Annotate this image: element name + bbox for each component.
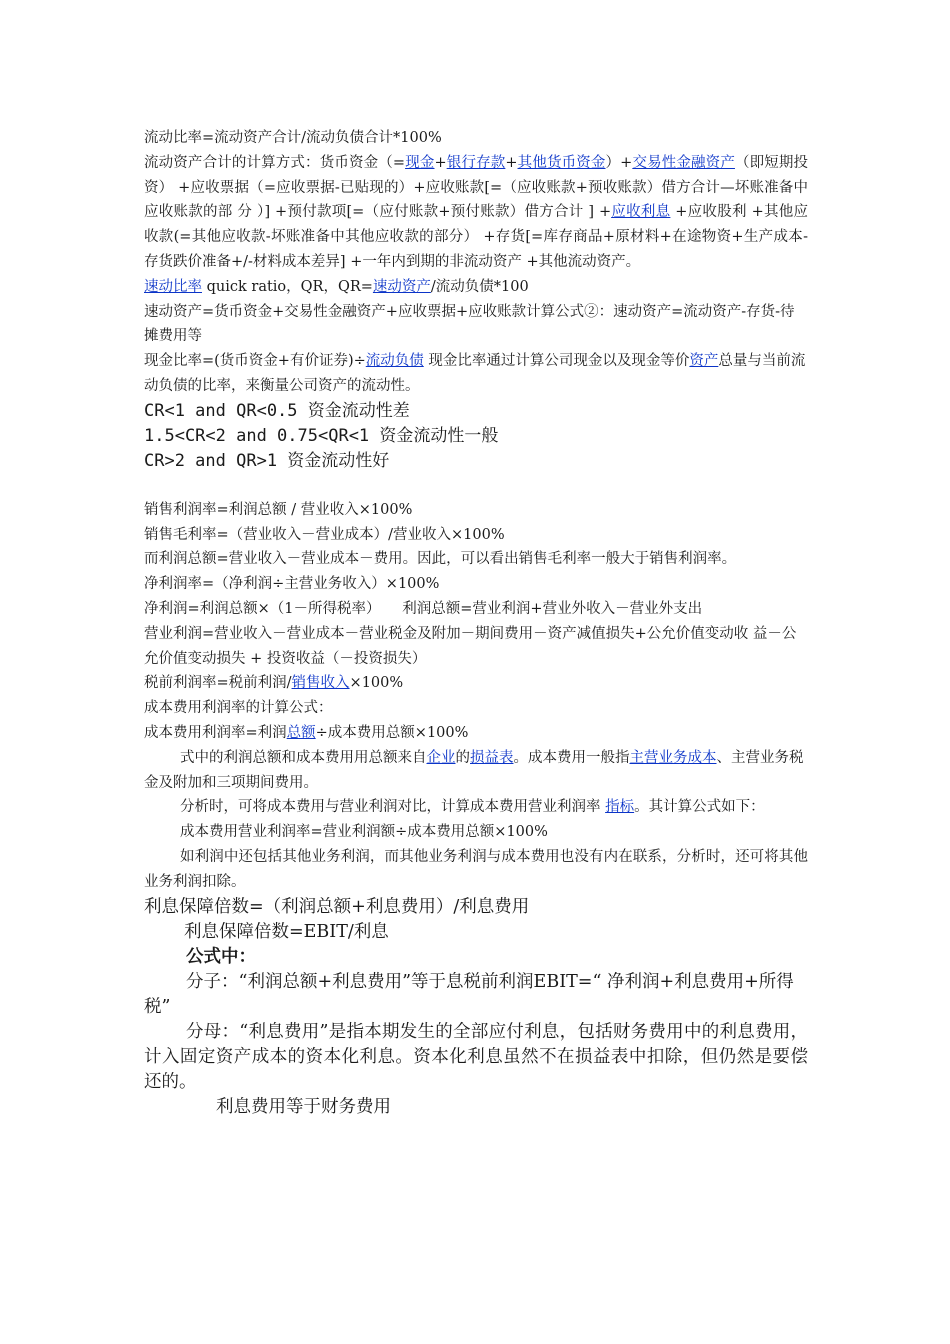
numerator-paragraph: 分子：“利润总额+利息费用”等于息税前利润EBIT=“ 净利润+利息费用+所得税”: [144, 971, 794, 1017]
link-enterprise[interactable]: 企业: [426, 749, 456, 766]
link-quick-assets[interactable]: 速动资产: [372, 278, 431, 295]
link-income-statement[interactable]: 损益表: [470, 749, 514, 766]
interest-coverage-ebit: 利息保障倍数=EBIT/利息: [184, 921, 389, 942]
interest-expense-note: 利息费用等于财务费用: [216, 1096, 391, 1117]
gross-margin-formula: 销售毛利率=（营业收入－营业成本）/营业收入×100%: [144, 526, 505, 543]
text-run: ×100%: [349, 675, 404, 692]
text-run: 。成本费用一般指: [513, 749, 630, 766]
link-cash[interactable]: 现金: [405, 154, 435, 171]
other-business-note: 如利润中还包括其他业务利润，而其他业务利润与成本费用也没有内在联系，分析时，还可将其他业务利润扣除。: [144, 848, 808, 890]
text-run: /流动负债*100: [430, 278, 529, 295]
text-run: （即短期投资） +应收票据（=应收票据-已贴现的）+应收账款[=（应收账款+预收账款）借方合计—坏账准备中应收账款的部 分 ）] +预付款项[=（应付账款+预付账款）借方合计 ] +: [144, 154, 809, 221]
net-margin-formula: 净利润率=（净利润÷主营业务收入）×100%: [144, 576, 440, 593]
interest-coverage-formula: 利息保障倍数=（利润总额+利息费用）/利息费用: [144, 896, 530, 917]
text-run: 。其计算公式如下：: [634, 799, 765, 816]
link-quick-ratio[interactable]: 速动比率: [144, 278, 202, 295]
link-sales-revenue[interactable]: 销售收入: [291, 675, 350, 692]
total-profit-note: 而利润总额=营业收入－营业成本－费用。因此，可以看出销售毛利率一般大于销售利润率。: [144, 551, 737, 568]
text-run: ）+: [605, 154, 633, 171]
quick-ratio-formula: [144, 275, 808, 300]
denominator-paragraph: 分母：“利息费用”是指本期发生的全部应付利息，包括财务费用中的利息费用，计入固定资产成本的资本化利息。资本化利息虽然不在损益表中扣除，但仍然是要偿还的。: [144, 1021, 808, 1092]
net-profit-formula: 净利润=利润总额×（1－所得税率） 利润总额=营业利润+营业外收入－营业外支出: [144, 600, 703, 617]
spacer: [144, 474, 808, 498]
formula-heading: 公式中：: [186, 946, 256, 967]
link-assets[interactable]: 资产: [689, 353, 719, 370]
text-run: 流动资产合计的计算方式：货币资金（=: [144, 154, 406, 171]
sales-profit-margin-formula: 销售利润率=利润总额 / 营业收入×100%: [144, 501, 413, 518]
link-indicator[interactable]: 指标: [605, 799, 635, 816]
document-body: [144, 126, 808, 1120]
liquidity-rule-poor: CR<1 and QR<0.5 资金流动性差: [144, 400, 410, 421]
text-run: quick ratio，QR，QR=: [202, 278, 373, 295]
text-run: +: [505, 154, 518, 171]
current-assets-calculation: [144, 151, 808, 275]
operating-profit-formula: 营业利润=营业收入－营业成本－营业税金及附加－期间费用－资产减值损失+公允价值变动收 益－公允价值变动损失 + 投资收益（－投资损失）: [144, 625, 797, 667]
operating-cost-profit-formula: 成本费用营业利润率=营业利润额÷成本费用总额×100%: [180, 824, 548, 841]
link-interest-receivable[interactable]: 应收利息: [611, 204, 671, 221]
link-total[interactable]: 总额: [286, 724, 316, 741]
cost-profit-title: 成本费用利润率的计算公式：: [144, 700, 333, 717]
text-run: 的: [455, 749, 470, 766]
cash-ratio-paragraph: [144, 349, 808, 399]
link-main-business-cost[interactable]: 主营业务成本: [629, 749, 717, 766]
data-source-paragraph: [144, 746, 808, 796]
text-run: 、主营业务税金及附加和三项期间费用。: [144, 749, 804, 791]
text-run: 现金比率=(货币资金+有价证券)÷: [144, 353, 366, 370]
text-run: 分析时，可将成本费用与营业利润对比，计算成本费用营业利润率: [180, 799, 606, 816]
link-bank-deposit[interactable]: 银行存款: [446, 154, 506, 171]
analysis-paragraph: [144, 795, 808, 820]
link-current-liabilities[interactable]: 流动负债: [365, 353, 424, 370]
text-run: +: [434, 154, 447, 171]
cost-profit-formula: [144, 721, 808, 746]
liquidity-rule-average: 1.5<CR<2 and 0.75<QR<1 资金流动性一般: [144, 425, 499, 446]
text-run: 式中的利润总额和成本费用用总额来自: [180, 749, 427, 766]
current-ratio-formula: 流动比率=流动资产合计/流动负债合计*100%: [144, 130, 442, 146]
text-run: 总量与当前流动负债的比率，来衡量公司资产的流动性。: [144, 353, 806, 394]
quick-assets-formula: 速动资产=货币资金+交易性金融资产+应收票据+应收账款计算公式②：速动资产=流动资产-存货-待摊费用等: [144, 303, 795, 345]
link-trading-financial-assets[interactable]: 交易性金融资产: [632, 154, 735, 171]
text-run: 现金比率通过计算公司现金以及现金等价: [423, 353, 690, 370]
text-run: ÷成本费用总额×100%: [315, 724, 469, 741]
text-run: 税前利润率=税前利润/: [144, 675, 292, 692]
liquidity-rule-good: CR>2 and QR>1 资金流动性好: [144, 450, 390, 471]
text-run: +应收股利 +其他应收款(=其他应收款-坏账准备中其他应收款的部分） +存货[=库存商品+原材料+在途物资+生产成本-存货跌价准备+/-材料成本差异] +一年内到期的非流动资产 +其他流动资产。: [144, 204, 808, 270]
link-other-monetary-funds[interactable]: 其他货币资金: [517, 154, 606, 171]
text-run: 成本费用利润率=利润: [144, 724, 287, 741]
pretax-margin-formula: [144, 671, 808, 696]
